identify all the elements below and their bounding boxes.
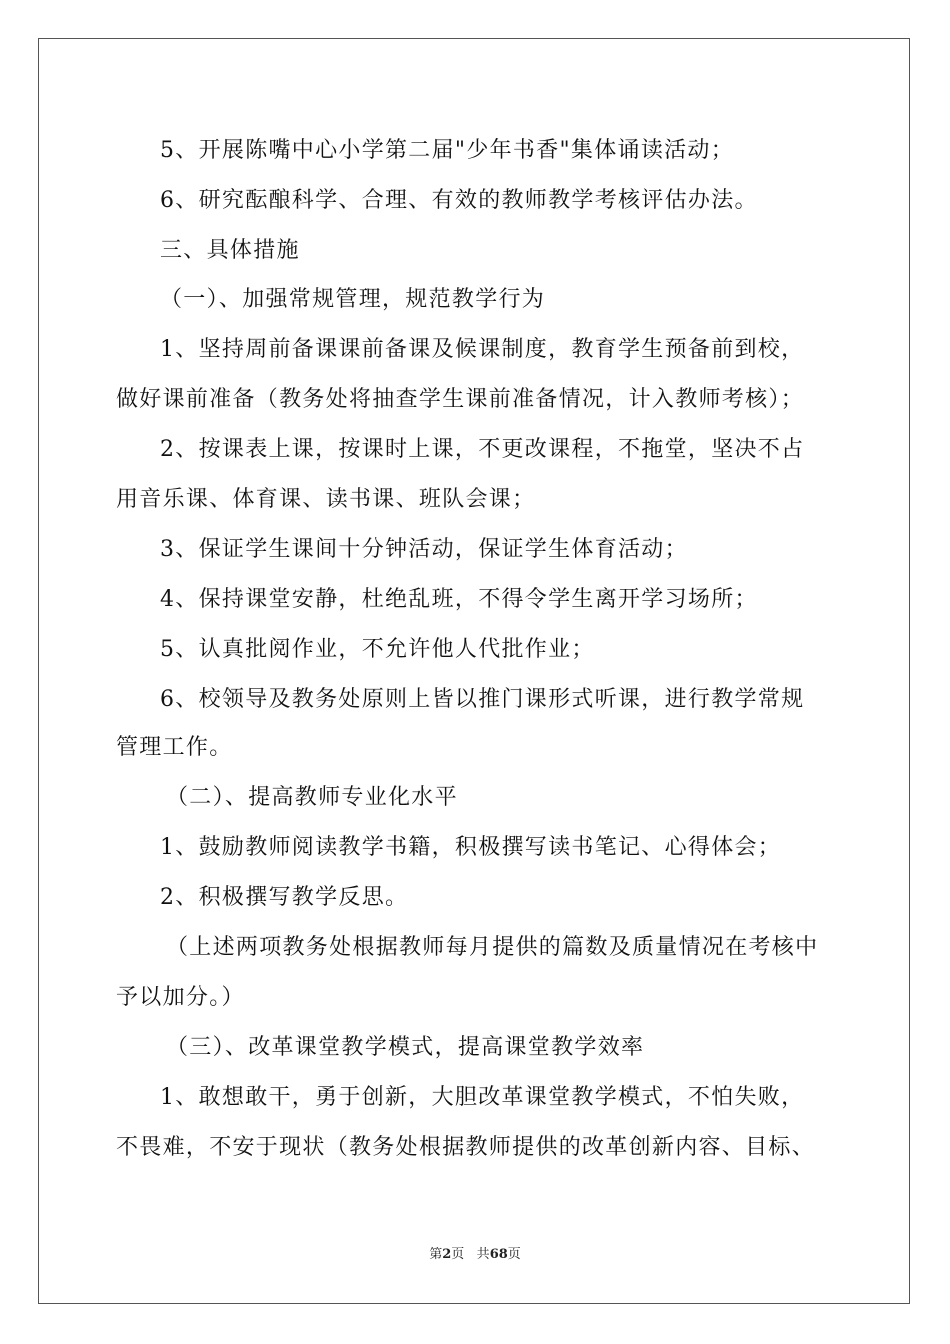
paragraph-line: 不畏难，不安于现状（教务处根据教师提供的改革创新内容、目标、 [116,1135,816,1160]
section-heading: 三、具体措施 [160,238,300,263]
paragraph-line: 4、保持课堂安静，杜绝乱班，不得令学生离开学习场所； [160,587,758,612]
paragraph-line: 做好课前准备（教务处将抽查学生课前准备情况，计入教师考核）； [116,387,805,412]
paragraph-line: 予以加分。） [116,985,245,1010]
paragraph-line: 6、研究酝酿科学、合理、有效的教师教学考核评估办法。 [160,188,758,213]
paragraph-line: 用音乐课、体育课、读书课、班队会课； [116,487,536,512]
page-prefix: 第 [429,1247,443,1262]
paragraph-line: 3、保证学生课间十分钟活动，保证学生体育活动； [160,537,688,562]
paragraph-line: 2、按课表上课，按课时上课，不更改课程，不拖堂，坚决不占 [160,437,805,462]
paragraph-line: 6、校领导及教务处原则上皆以推门课形式听课，进行教学常规 [160,687,805,712]
paragraph-line: 5、认真批阅作业，不允许他人代批作业； [160,637,595,662]
subsection-heading: （三）、改革课堂教学模式，提高课堂教学效率 [166,1035,645,1060]
page-border [38,38,910,1304]
page-number: 2 [442,1247,452,1262]
paragraph-line: 2、积极撰写教学反思。 [160,885,409,910]
page-suffix: 页 [451,1247,465,1262]
page-footer [0,1243,950,1262]
total-prefix: 共 [476,1247,490,1262]
total-pages: 68 [489,1247,508,1262]
paragraph-line: 1、敢想敢干，勇于创新，大胆改革课堂教学模式，不怕失败， [160,1085,805,1110]
paragraph-line: 1、坚持周前备课课前备课及候课制度，教育学生预备前到校， [160,337,805,362]
paragraph-line: 5、开展陈嘴中心小学第二届"少年书香"集体诵读活动； [160,138,735,163]
total-suffix: 页 [507,1247,521,1262]
paragraph-line: （上述两项教务处根据教师每月提供的篇数及质量情况在考核中 [166,935,819,960]
paragraph-line: 1、鼓励教师阅读教学书籍，积极撰写读书笔记、心得体会； [160,835,782,860]
paragraph-line: 管理工作。 [116,735,233,760]
subsection-heading: （二）、提高教师专业化水平 [166,785,458,810]
subsection-heading: （一）、加强常规管理，规范教学行为 [160,287,546,312]
